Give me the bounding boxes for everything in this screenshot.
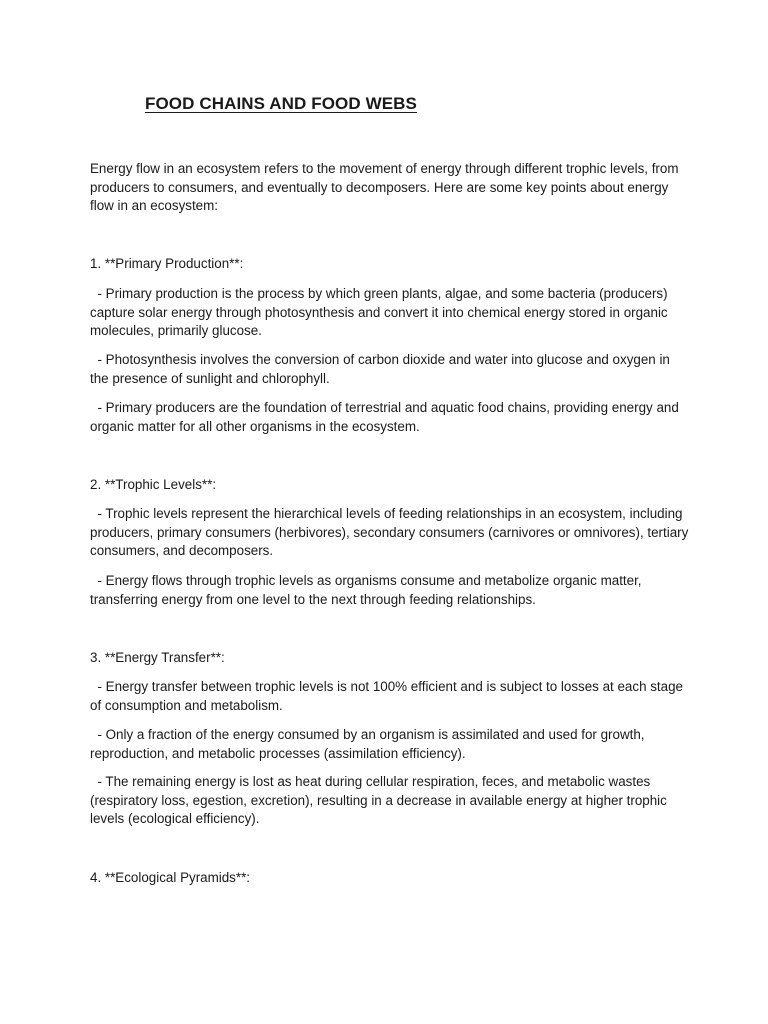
section-2-point-1: - Trophic levels represent the hierarchical levels of feeding relationships in an ecosystem, including producers, primary consumers (herbivores), secondary consumers (carnivores or omnivores), tertiary consumers, and decomposers. bbox=[90, 506, 693, 559]
section-3-point-2: - Only a fraction of the energy consumed by an organism is assimilated and used for growth, reproduction, and metabolic processes (assimilation efficiency). bbox=[90, 727, 649, 761]
section-2-point-2: - Energy flows through trophic levels as organisms consume and metabolize organic matter, transferring energy from one level to the next through feeding relationships. bbox=[90, 573, 646, 607]
section-1-point-3: - Primary producers are the foundation of terrestrial and aquatic food chains, providing energy and organic matter for all other organisms in the ecosystem. bbox=[90, 400, 683, 434]
section-3-point-3: - The remaining energy is lost as heat during cellular respiration, feces, and metabolic wastes (respiratory loss, egestion, excretion), resulting in a decrease in available energy at higher trophic levels (ecological efficiency). bbox=[90, 774, 671, 827]
section-1-point-1: - Primary production is the process by which green plants, algae, and some bacteria (producers) capture solar energy through photosynthesis and convert it into chemical energy stored in organic molecules, primarily glucose. bbox=[90, 286, 672, 339]
section-3-point-1: - Energy transfer between trophic levels is not 100% efficient and is subject to losses at each stage of consumption and metabolism. bbox=[90, 679, 687, 713]
section-heading-energy-transfer: 3. **Energy Transfer**: bbox=[90, 650, 225, 665]
section-heading-ecological-pyramids: 4. **Ecological Pyramids**: bbox=[90, 870, 251, 885]
intro-paragraph: Energy flow in an ecosystem refers to the movement of energy through different trophic levels, from producers to consumers, and eventually to decomposers. Here are some key points about energy flow in an ecosystem: bbox=[90, 161, 679, 214]
section-heading-trophic-levels: 2. **Trophic Levels**: bbox=[90, 477, 217, 492]
document-title: FOOD CHAINS AND FOOD WEBS bbox=[145, 94, 417, 113]
section-1-point-2: - Photosynthesis involves the conversion of carbon dioxide and water into glucose and oxygen in the presence of sunlight and chlorophyll. bbox=[90, 352, 674, 386]
section-heading-primary-production: 1. **Primary Production**: bbox=[90, 256, 244, 271]
